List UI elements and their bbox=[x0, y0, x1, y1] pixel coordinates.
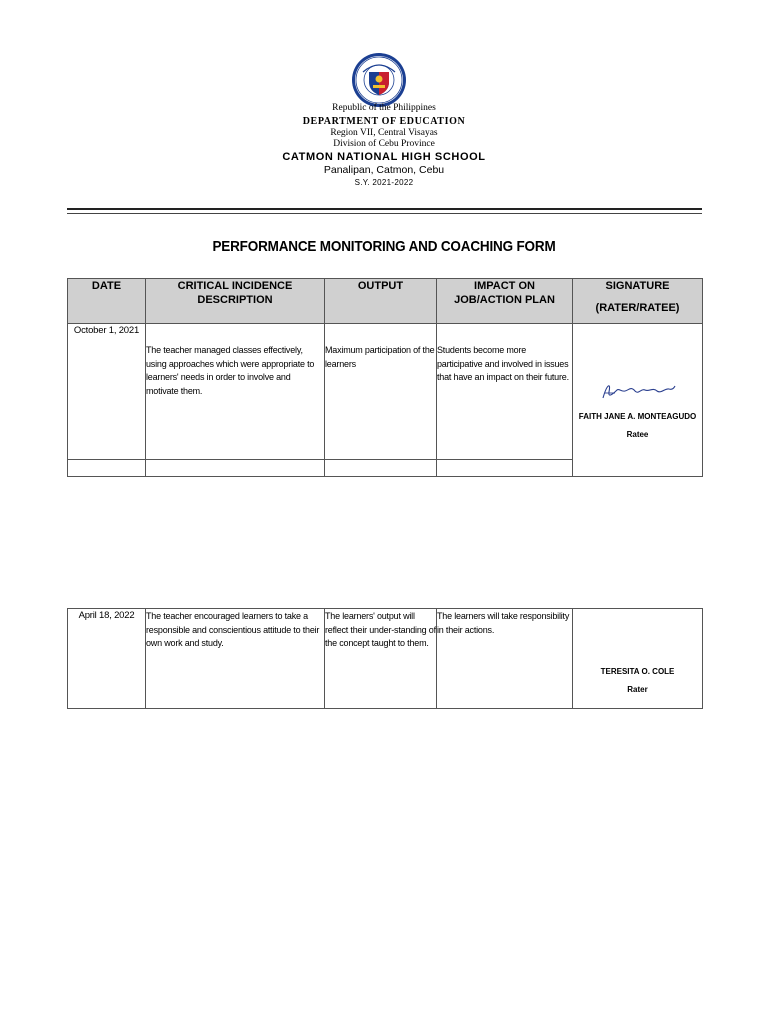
coaching-table bbox=[67, 278, 703, 477]
empty-cell bbox=[68, 460, 146, 477]
col-signature-label: SIGNATURE bbox=[605, 280, 670, 292]
signer-name: FAITH JANE A. MONTEAGUDO bbox=[578, 412, 697, 421]
col-signature bbox=[573, 279, 703, 324]
header-rule-thick bbox=[67, 208, 702, 210]
empty-cell bbox=[325, 460, 437, 477]
department-line: DEPARTMENT OF EDUCATION bbox=[302, 116, 466, 127]
entry-output: Maximum participation of the learners bbox=[325, 324, 437, 460]
col-output: OUTPUT bbox=[325, 279, 437, 324]
table-header-row bbox=[68, 279, 703, 324]
deped-seal-icon bbox=[351, 52, 407, 108]
republic-line: Republic of the Philippines bbox=[332, 103, 436, 113]
school-address: Panalipan, Catmon, Cebu bbox=[323, 164, 445, 176]
region-line: Region VII, Central Visayas bbox=[330, 128, 438, 138]
entry-impact: The learners will take responsibility in their actions. bbox=[437, 609, 573, 709]
empty-cell bbox=[437, 460, 573, 477]
empty-cell bbox=[146, 460, 325, 477]
signer-role: Ratee bbox=[626, 430, 649, 439]
table-row bbox=[68, 609, 703, 709]
table-row bbox=[68, 324, 703, 460]
col-signature-sub: (RATER/RATEE) bbox=[595, 302, 680, 314]
entry-signature bbox=[573, 609, 703, 709]
school-name: CATMON NATIONAL HIGH SCHOOL bbox=[282, 151, 486, 163]
entry-critical: The teacher managed classes effectively, using approaches which were appropriate to learners' needs in order to involve and motivate them. bbox=[146, 324, 325, 460]
form-title: PERFORMANCE MONITORING AND COACHING FORM bbox=[212, 238, 556, 255]
school-year: S.Y. 2021-2022 bbox=[354, 178, 414, 187]
coaching-table-2 bbox=[67, 608, 703, 709]
signer-role: Rater bbox=[627, 685, 648, 694]
entry-date: October 1, 2021 bbox=[68, 324, 146, 460]
division-line: Division of Cebu Province bbox=[333, 139, 435, 149]
handwritten-signature bbox=[599, 380, 677, 404]
entry-impact: Students become more participative and involved in issues that have an impact on their future. bbox=[437, 324, 573, 460]
col-critical: CRITICAL INCIDENCE DESCRIPTION bbox=[146, 279, 325, 324]
col-date: DATE bbox=[68, 279, 146, 324]
header-rule-thin bbox=[67, 213, 702, 214]
entry-output: The learners' output will reflect their under-standing of the concept taught to them. bbox=[325, 609, 437, 709]
col-impact: IMPACT ON JOB/ACTION PLAN bbox=[437, 279, 573, 324]
entry-signature bbox=[573, 324, 703, 477]
signer-name: TERESITA O. COLE bbox=[600, 667, 675, 676]
entry-date: April 18, 2022 bbox=[68, 609, 146, 709]
entry-critical: The teacher encouraged learners to take a responsible and conscientious attitude to their own work and study. bbox=[146, 609, 325, 709]
